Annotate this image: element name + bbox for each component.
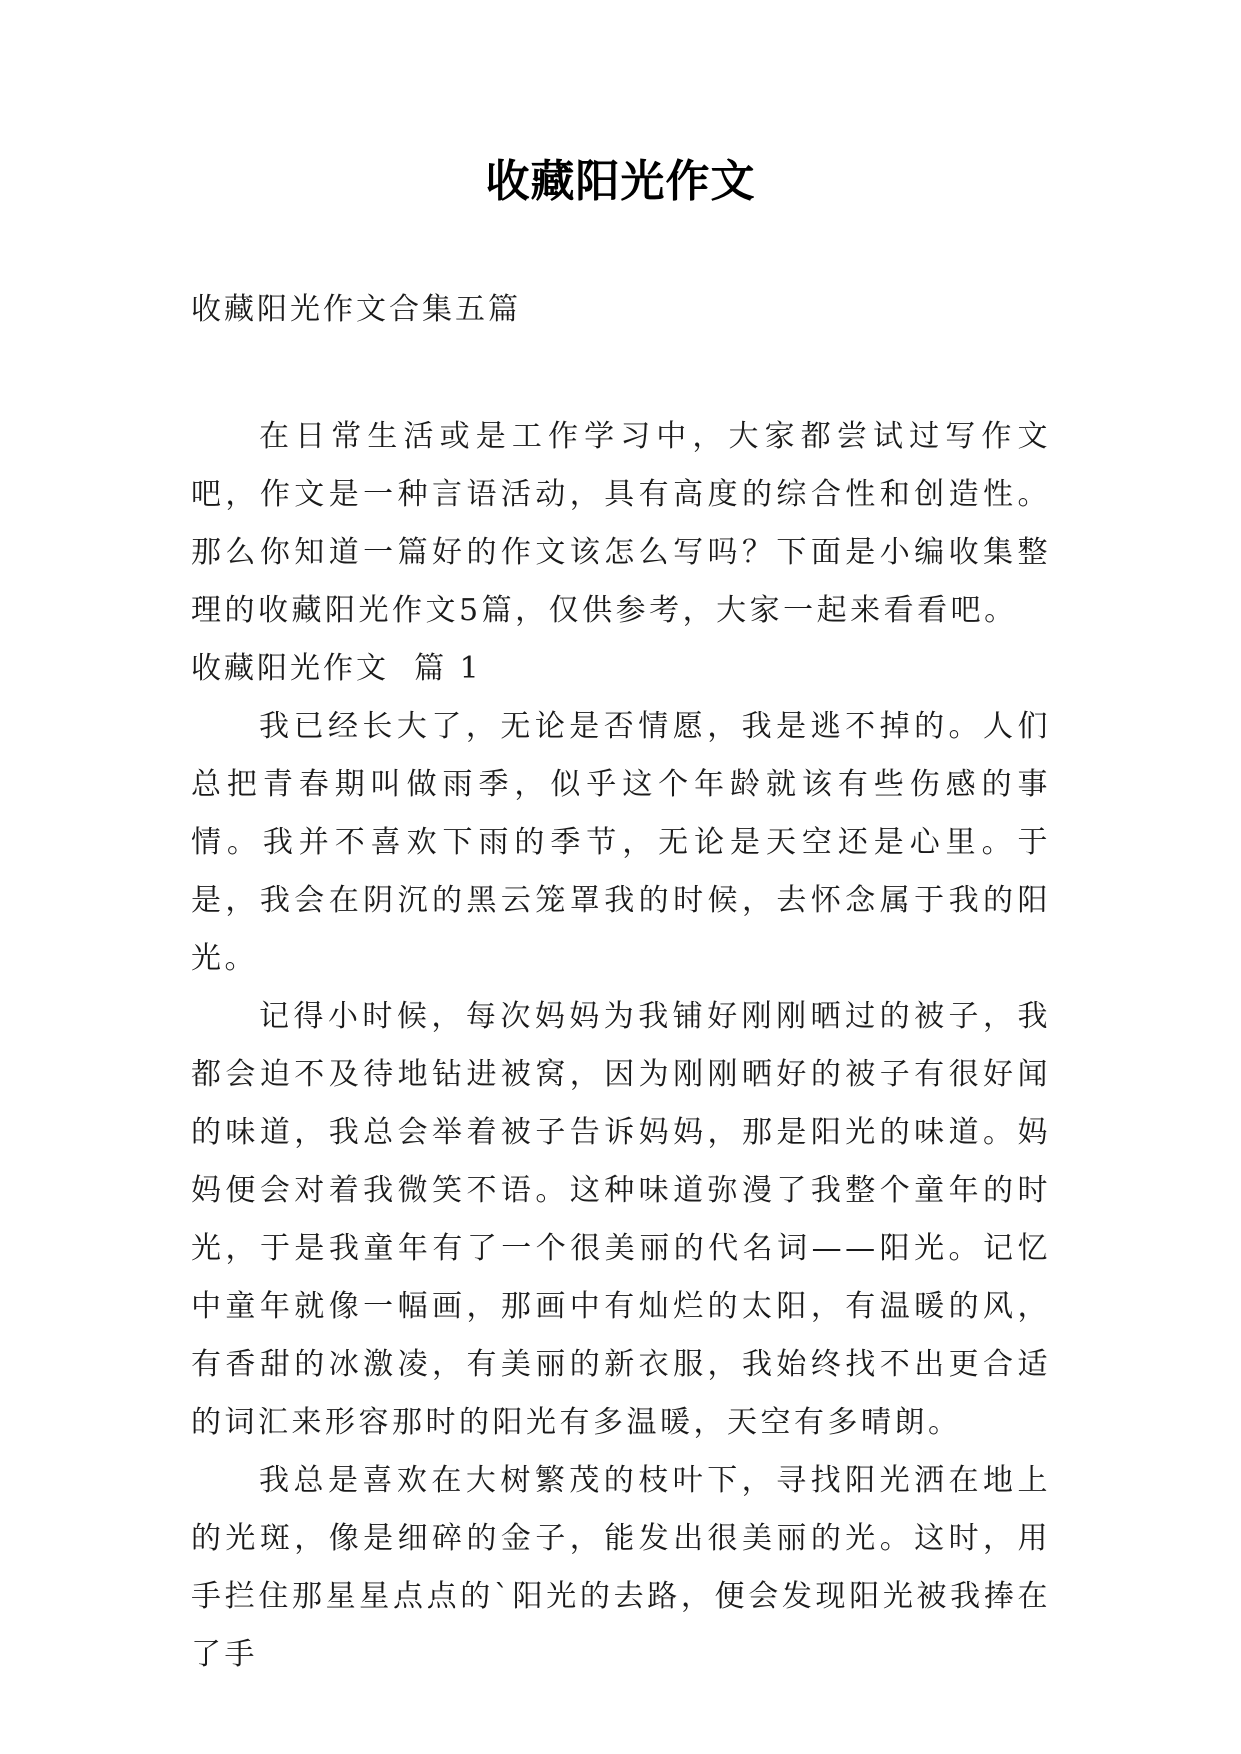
intro-paragraph: 在日常生活或是工作学习中，大家都尝试过写作文吧，作文是一种言语活动，具有高度的综合性和创造性。那么你知道一篇好的作文该怎么写吗？下面是小编收集整理的收藏阳光作文5篇，仅供参考，大家一起来看看吧。 (191, 419, 1051, 628)
body-paragraph: 我已经长大了，无论是否情愿，我是逃不掉的。人们总把青春期叫做雨季，似乎这个年龄就该有些伤感的事情。我并不喜欢下雨的季节，无论是天空还是心里。于是，我会在阴沉的黑云笼罩我的时候，去怀念属于我的阳光。 (191, 709, 1051, 976)
document-subtitle: 收藏阳光作文合集五篇 (191, 292, 521, 327)
document-title: 收藏阳光作文 (485, 156, 756, 207)
section-heading: 收藏阳光作文 篇 1 (191, 651, 482, 686)
body-paragraph: 我总是喜欢在大树繁茂的枝叶下，寻找阳光洒在地上的光斑，像是细碎的金子，能发出很美丽的光。这时，用手拦住那星星点点的`阳光的去路，便会发现阳光被我捧在了手 (191, 1463, 1051, 1672)
document-body (191, 408, 1051, 1684)
body-paragraph: 记得小时候，每次妈妈为我铺好刚刚晒过的被子，我都会迫不及待地钻进被窝，因为刚刚晒好的被子有很好闻的味道，我总会举着被子告诉妈妈，那是阳光的味道。妈妈便会对着我微笑不语。这种味道弥漫了我整个童年的时光，于是我童年有了一个很美丽的代名词——阳光。记忆中童年就像一幅画，那画中有灿烂的太阳，有温暖的风，有香甜的冰激凌，有美丽的新衣服，我始终找不出更合适的词汇来形容那时的阳光有多温暖，天空有多晴朗。 (191, 999, 1051, 1440)
